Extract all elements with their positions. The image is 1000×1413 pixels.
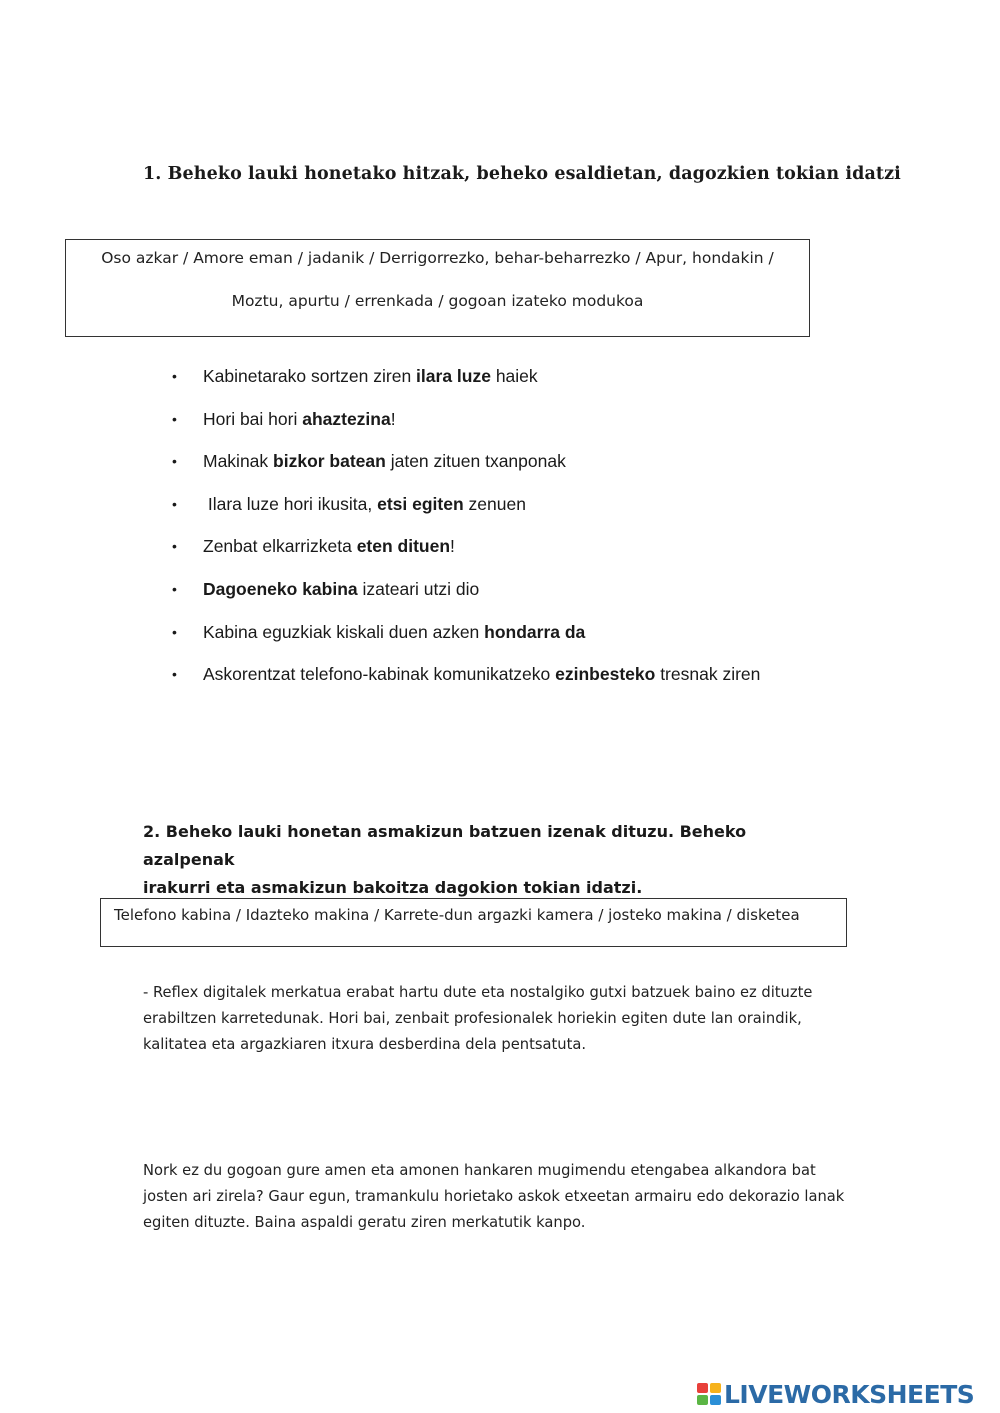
bullet-icon: • (172, 368, 177, 384)
description-paragraph-2 (143, 1158, 863, 1236)
liveworksheets-logo-text: LIVEWORKSHEETS (724, 1379, 975, 1409)
bullet-icon: • (172, 623, 177, 640)
paragraph-line: erabiltzen karretedunak. Hori bai, zenbait profesionalek horiekin egiten dute lan oraindik, (143, 1010, 802, 1027)
paragraph-line: egiten dituzte. Baina aspaldi geratu ziren merkatutik kanpo. (143, 1214, 586, 1231)
word-box-2: Telefono kabina / Idazteko makina / Karrete-dun argazki kamera / josteko makina / disketea (100, 898, 847, 947)
bullet-icon: • (172, 666, 177, 683)
liveworksheets-logo-icon (697, 1383, 721, 1405)
description-paragraph-1 (143, 980, 863, 1058)
word-box-1-line-1: Oso azkar / Amore eman / jadanik / Derrigorrezko, behar-beharrezko / Apur, hondakin / (101, 249, 774, 267)
sentence-item: • Hori bai hori ahaztezina! (172, 408, 396, 429)
bullet-icon: • (172, 580, 177, 597)
sentence-item: • Zenbat elkarrizketa eten dituen! (172, 536, 455, 557)
sentence-item: • Dagoeneko kabina izateari utzi dio (172, 578, 480, 599)
exercise-2-title (143, 818, 843, 902)
bullet-icon: • (172, 410, 177, 427)
paragraph-line: josten ari zirela? Gaur egun, tramankulu horietako askok etxeetan armairu edo dekorazio lanak (143, 1188, 845, 1205)
word-box-1-line-2: Moztu, apurtu / errenkada / gogoan izateko modukoa (231, 292, 644, 310)
word-box-1 (65, 239, 810, 337)
paragraph-line: - Reflex digitalek merkatua erabat hartu dute eta nostalgiko gutxi batzuek baino ez dituzte (143, 984, 813, 1001)
bullet-icon: • (172, 495, 177, 512)
bullet-icon: • (172, 453, 177, 470)
exercise-2-title-line-1: 2. Beheko lauki honetan asmakizun batzuen izenak dituzu. Beheko azalpenak (143, 822, 747, 869)
bullet-icon: • (172, 538, 177, 555)
sentence-item: • Kabina eguzkiak kiskali duen azken hondarra da (172, 621, 586, 642)
exercise-1-title: 1. Beheko lauki honetako hitzak, beheko esaldietan, dagozkien tokian idatzi (143, 164, 901, 184)
exercise-2-title-line-2: irakurri eta asmakizun bakoitza dagokion tokian idatzi. (143, 878, 643, 897)
paragraph-line: Nork ez du gogoan gure amen eta amonen hankaren mugimendu etengabea alkandora bat (143, 1162, 816, 1179)
sentence-list (172, 366, 952, 707)
sentence-item: • Askorentzat telefono-kabinak komunikatzeko ezinbesteko tresnak ziren (172, 664, 761, 685)
liveworksheets-logo (697, 1378, 974, 1410)
paragraph-line: kalitatea eta argazkiaren itxura desberdina dela pentsatuta. (143, 1036, 586, 1053)
sentence-item: • Kabinetarako sortzen ziren ilara luze haiek (172, 366, 538, 386)
sentence-item: • Makinak bizkor batean jaten zituen txanponak (172, 451, 566, 472)
sentence-item: • Ilara luze hori ikusita, etsi egiten zenuen (172, 493, 526, 514)
